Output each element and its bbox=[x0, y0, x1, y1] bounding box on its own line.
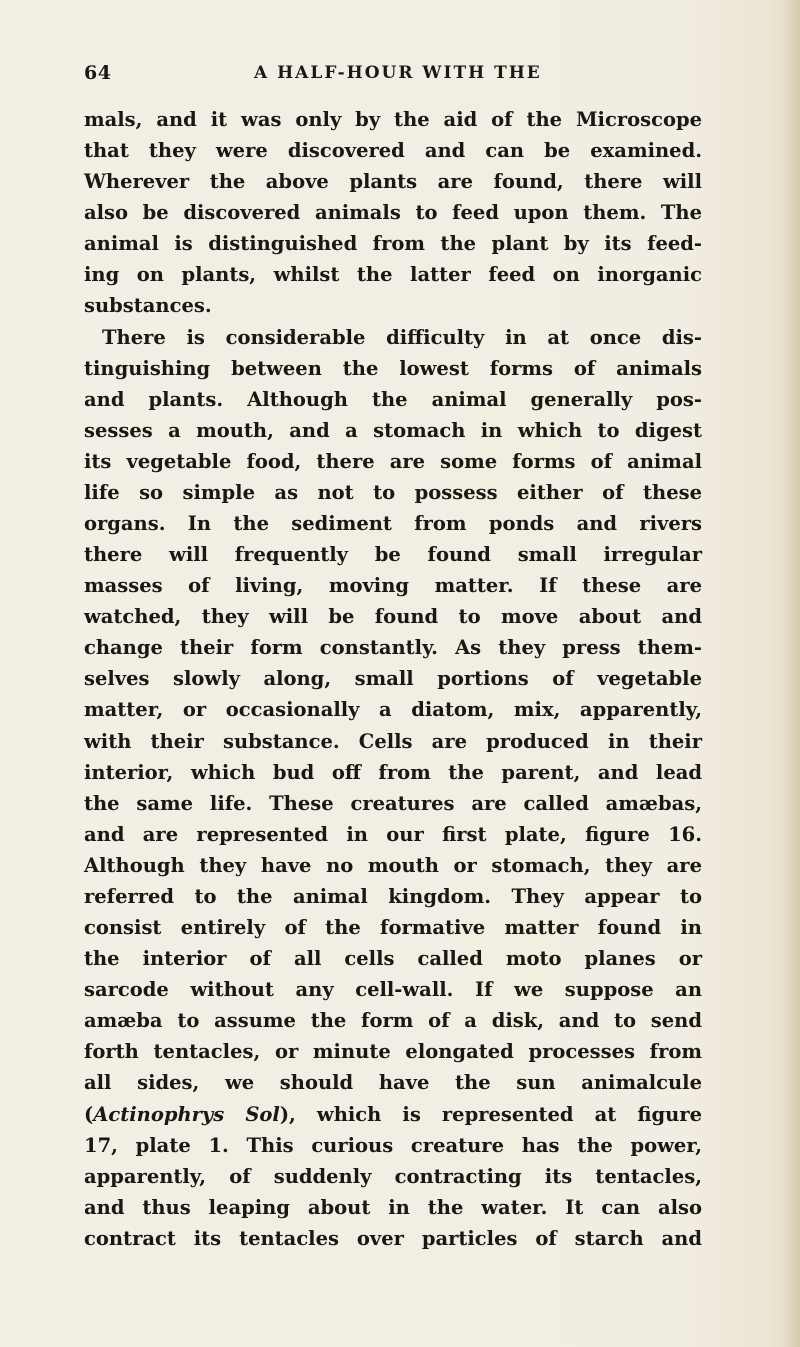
species-name: Actinophrys Sol bbox=[93, 1102, 280, 1126]
page-number: 64 bbox=[84, 62, 112, 84]
page-header bbox=[84, 62, 694, 92]
text-line: consist entirely of the formative matter found in bbox=[84, 916, 702, 940]
text-line: tinguishing between the lowest forms of animals bbox=[84, 356, 702, 380]
text-line: matter, or occasionally a diatom, mix, apparently, bbox=[84, 698, 702, 722]
text-line: contract its tentacles over particles of starch and bbox=[84, 1226, 702, 1250]
body-text bbox=[84, 104, 702, 1254]
text-line: and thus leaping about in the water. It can also bbox=[84, 1195, 702, 1219]
text-line: sarcode without any cell-wall. If we suppose an bbox=[84, 978, 702, 1002]
text-line: there will frequently be found small irregular bbox=[84, 543, 702, 567]
text-line: with their substance. Cells are produced in their bbox=[84, 729, 702, 753]
running-head: A HALF-HOUR WITH THE bbox=[254, 63, 542, 83]
text-line: selves slowly along, small portions of vegetable bbox=[84, 667, 702, 691]
text-line: mals, and it was only by the aid of the Microscope bbox=[84, 108, 702, 131]
text-line: also be discovered animals to feed upon them. The bbox=[84, 201, 702, 225]
text-line: its vegetable food, there are some forms of animal bbox=[84, 449, 702, 473]
text-line: masses of living, moving matter. If these are bbox=[84, 574, 702, 598]
text-line: that they were discovered and can be examined. bbox=[84, 139, 702, 163]
text-line: all sides, we should have the sun animalcule bbox=[84, 1071, 702, 1095]
text-line: amæba to assume the form of a disk, and to send bbox=[84, 1009, 702, 1033]
text-line: substances. bbox=[84, 294, 212, 318]
text-line: referred to the animal kingdom. They appear to bbox=[84, 884, 702, 908]
text-line: animal is distinguished from the plant by its feed- bbox=[84, 232, 702, 256]
text-line: the interior of all cells called moto planes or bbox=[84, 947, 702, 971]
text-line: sesses a mouth, and a stomach in which to digest bbox=[84, 418, 702, 442]
text-line: and plants. Although the animal generally pos- bbox=[84, 387, 702, 411]
text-line: and are represented in our first plate, figure 16. bbox=[84, 822, 702, 846]
text-line: the same life. These creatures are called amæbas, bbox=[84, 791, 702, 815]
text-line: interior, which bud off from the parent, and lead bbox=[84, 760, 702, 784]
text-line: 17, plate 1. This curious creature has the power, bbox=[84, 1133, 702, 1157]
text-line: There is considerable difficulty in at once dis- bbox=[102, 325, 702, 349]
text-line: Although they have no mouth or stomach, they are bbox=[84, 853, 702, 877]
text-line: life so simple as not to possess either of these bbox=[84, 480, 702, 504]
page-edge-shadow bbox=[782, 0, 800, 1347]
text-line: (Actinophrys Sol), which is represented at figure bbox=[84, 1102, 702, 1126]
text-line: apparently, of suddenly contracting its tentacles, bbox=[84, 1164, 702, 1188]
text-line: change their form constantly. As they press them- bbox=[84, 636, 702, 660]
text-line: ing on plants, whilst the latter feed on inorganic bbox=[84, 263, 702, 287]
text-line: Wherever the above plants are found, there will bbox=[84, 170, 702, 194]
text-line: forth tentacles, or minute elongated processes from bbox=[84, 1040, 702, 1064]
text-line: organs. In the sediment from ponds and rivers bbox=[84, 512, 702, 536]
text-line: watched, they will be found to move about and bbox=[84, 605, 702, 629]
